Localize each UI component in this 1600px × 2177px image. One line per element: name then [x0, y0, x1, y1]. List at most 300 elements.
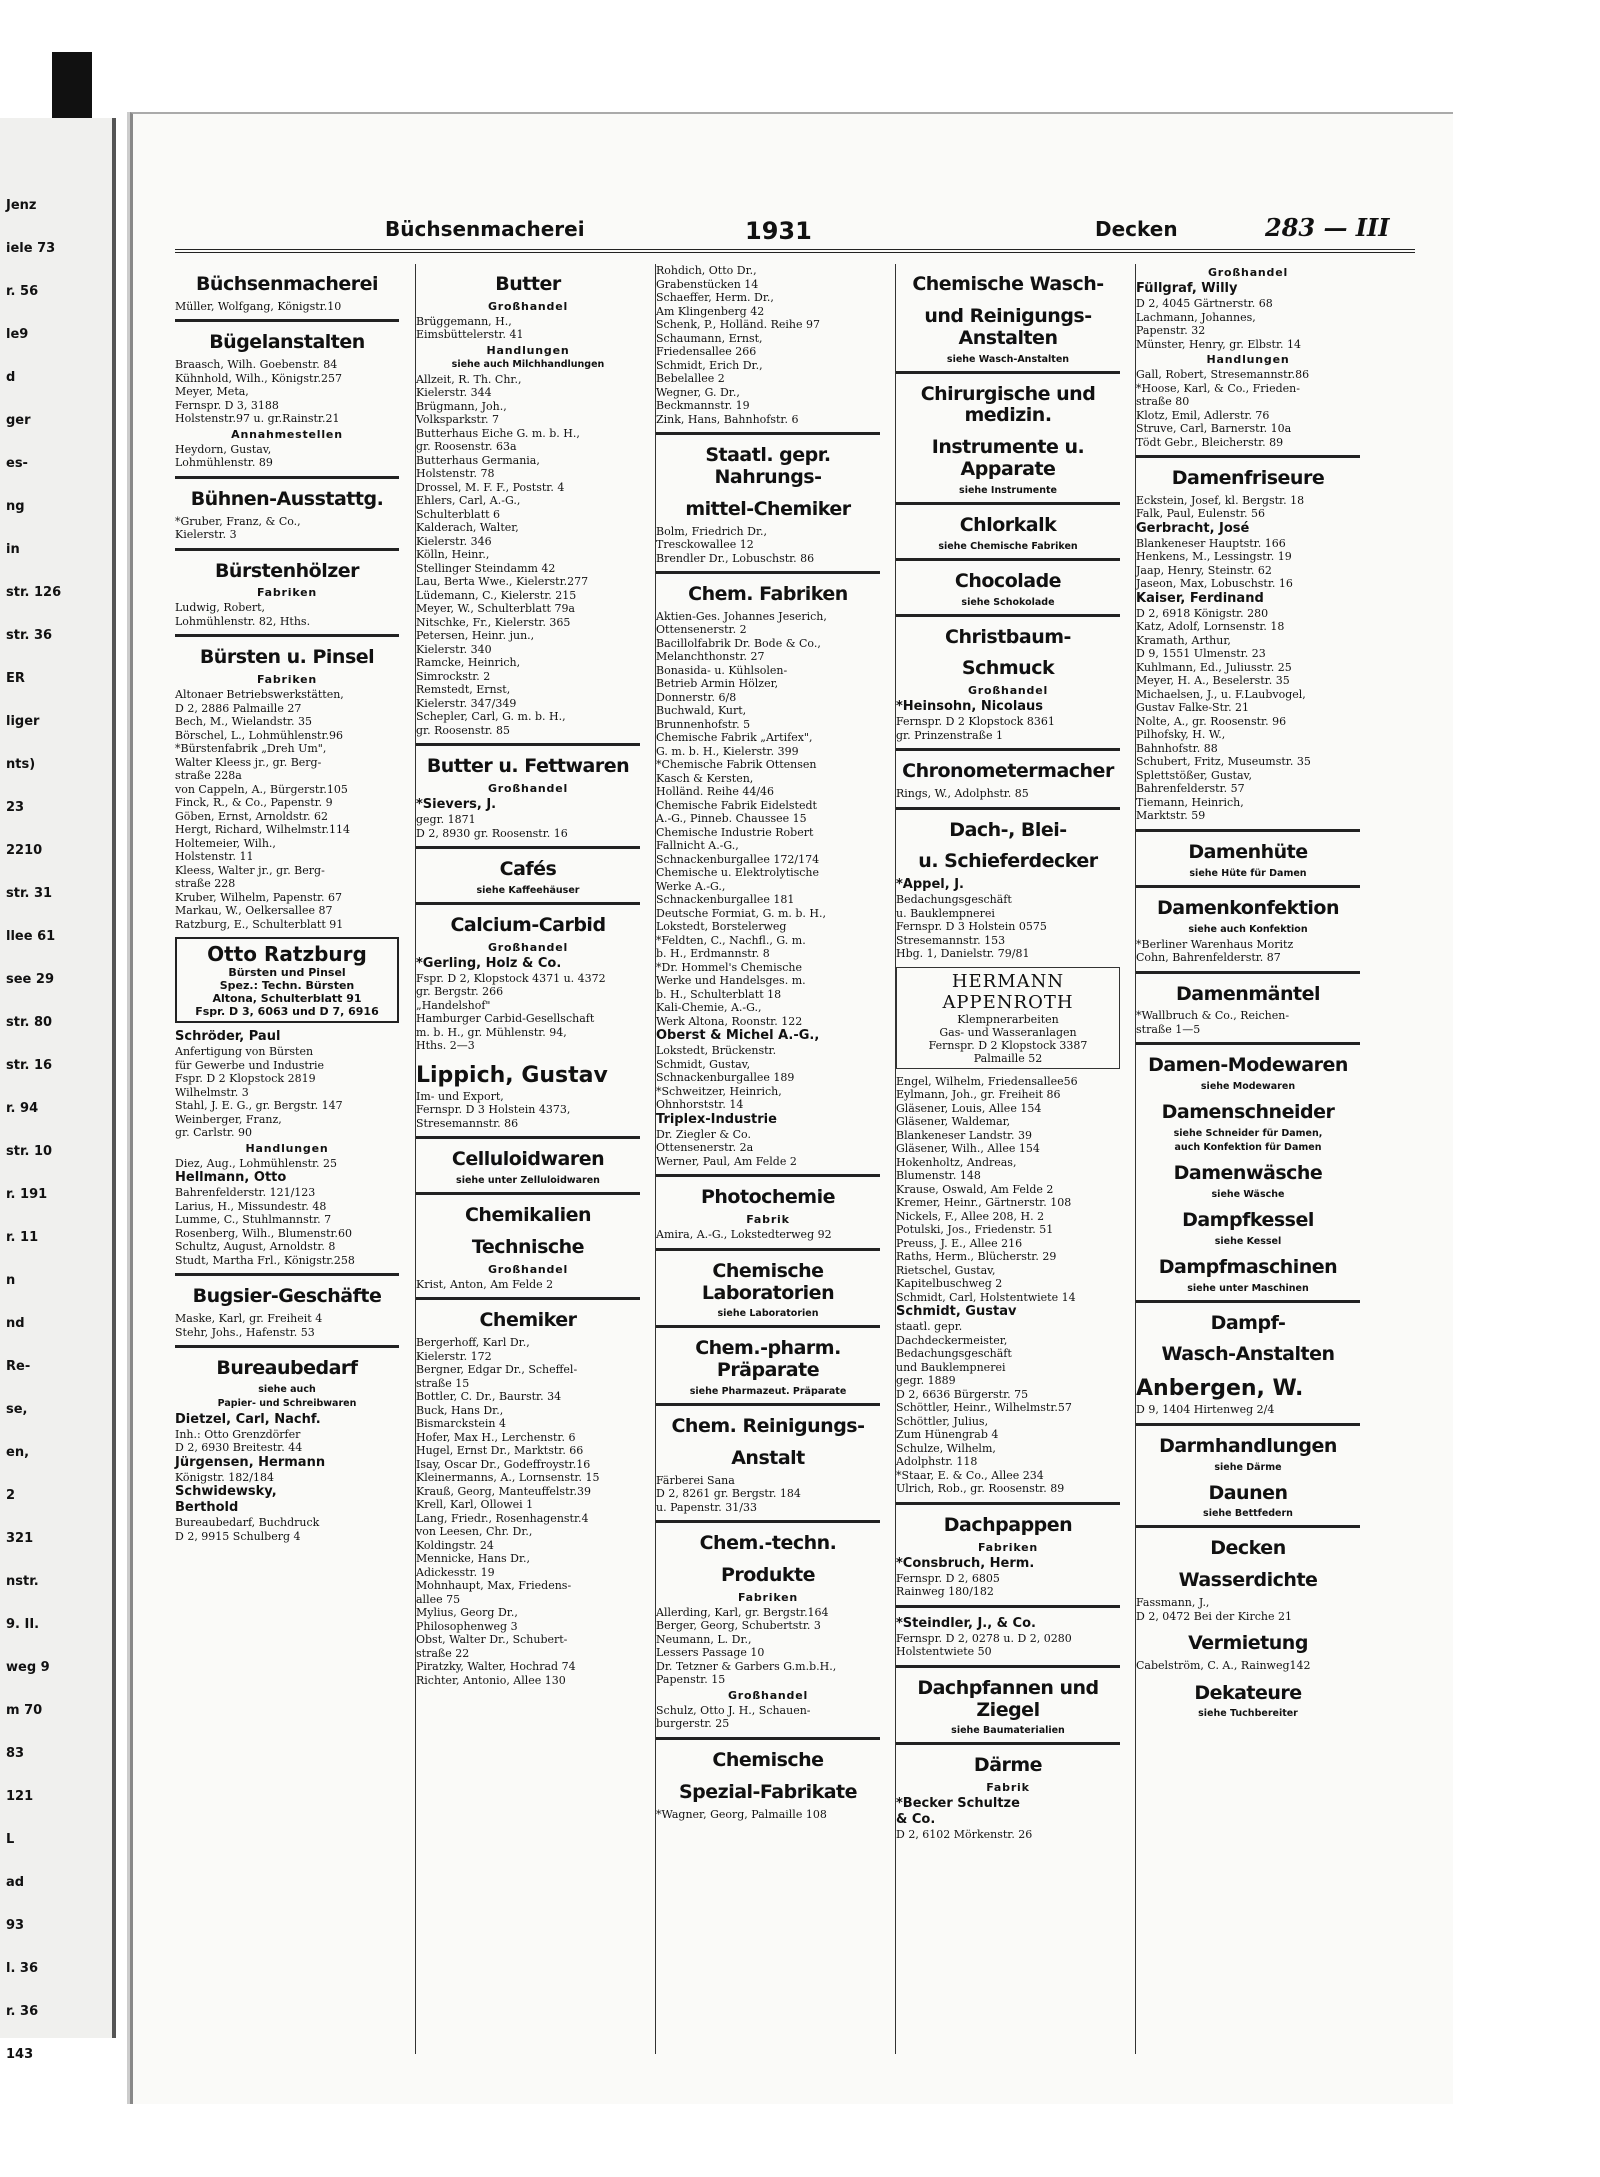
- category-heading: Damenhüte: [1188, 840, 1308, 863]
- listing-entry: *Chemische Fabrik Ottensen: [656, 758, 817, 772]
- subcategory-label: Großhandel: [1207, 266, 1289, 279]
- section-divider: [896, 1605, 1120, 1608]
- section-divider: [896, 1502, 1120, 1505]
- listing-entry: Gläsener, Louis, Allee 154: [896, 1101, 1042, 1115]
- listing-entry: Werk Altona, Roonstr. 122: [656, 1014, 803, 1028]
- section-divider: [1136, 1423, 1360, 1426]
- listing-entry: Lessers Passage 10: [656, 1646, 765, 1660]
- category-heading: mittel-Chemiker: [685, 497, 851, 520]
- listing-entry: Ulrich, Rob., gr. Roosenstr. 89: [896, 1482, 1065, 1496]
- listing-name-bold: *Gerling, Holz & Co.: [416, 955, 562, 971]
- listing-entry: straße 22: [416, 1646, 470, 1660]
- section-divider: [1136, 829, 1360, 832]
- category-heading: Darmhandlungen: [1159, 1434, 1337, 1457]
- section-divider: [175, 548, 399, 551]
- listing-entry: D 2, 0472 Bei der Kirche 21: [1136, 1609, 1292, 1623]
- listing-entry: Hbg. 1, Danielstr. 79/81: [896, 947, 1030, 961]
- left-page-text: 143: [6, 2047, 34, 2062]
- listing-entry: Gläsener, Wilh., Allee 154: [896, 1142, 1040, 1156]
- listing-entry: Rings, W., Adolphstr. 85: [896, 787, 1029, 801]
- category-heading: Chronometermacher: [902, 760, 1114, 783]
- listing-entry: Stresemannstr. 153: [896, 933, 1006, 947]
- listing-entry: Holländ. Reihe 44/46: [656, 785, 775, 799]
- cross-reference-note: siehe Modewaren: [1200, 1081, 1296, 1093]
- left-page-text: liger: [6, 714, 40, 729]
- listing-entry: Gläsener, Waldemar,: [896, 1115, 1011, 1129]
- listing-entry: Piratzky, Walter, Hochrad 74: [416, 1660, 576, 1674]
- listing-entry: Holstentwiete 50: [896, 1645, 992, 1659]
- listing-name-bold: Oberst & Michel A.-G.,: [656, 1028, 820, 1044]
- subcategory-label: Fabriken: [977, 1540, 1039, 1554]
- listing-entry: u. Bauklempnerei: [896, 906, 995, 920]
- listing-entry: gegr. 1889: [896, 1374, 956, 1388]
- listing-name-bold: *Becker Schultze: [896, 1796, 1020, 1812]
- cross-reference-note: siehe Bettfedern: [1203, 1508, 1293, 1520]
- category-heading: Chemikalien: [464, 1204, 592, 1227]
- listing-entry: Rohdich, Otto Dr.,: [656, 264, 757, 277]
- category-heading: Dekateure: [1194, 1681, 1302, 1704]
- listing-entry: Krause, Oswald, Am Felde 2: [896, 1182, 1054, 1196]
- listing-entry: Dr. Ziegler & Co.: [656, 1127, 751, 1141]
- listing-entry: D 2, 6930 Breitestr. 44: [175, 1441, 303, 1455]
- section-divider: [656, 432, 880, 435]
- listing-entry: gr. Bergstr. 266: [416, 985, 504, 999]
- listing-entry: Papenstr. 32: [1136, 324, 1206, 337]
- listing-entry: Splettstößer, Gustav,: [1136, 768, 1252, 782]
- subcategory-label: Handlungen: [1206, 353, 1290, 366]
- listing-entry: Diez, Aug., Lohmühlenstr. 25: [175, 1156, 338, 1170]
- listing-entry: A.-G., Pinneb. Chaussee 15: [656, 812, 807, 826]
- listing-entry: u. Papenstr. 31/33: [656, 1500, 757, 1514]
- listing-entry: Jaap, Henry, Steinstr. 62: [1136, 563, 1272, 577]
- listing-entry: Schepler, Carl, G. m. b. H.,: [416, 710, 566, 724]
- listing-entry: Eimsbüttelerstr. 41: [416, 328, 524, 342]
- category-heading: Chocolade: [954, 569, 1062, 592]
- section-divider: [1136, 885, 1360, 888]
- listing-entry: Werke A.-G.,: [656, 879, 726, 893]
- section-divider: [656, 1174, 880, 1177]
- listing-entry: Hofer, Max H., Lerchenstr. 6: [416, 1430, 576, 1444]
- listing-entry: Amira, A.-G., Lokstedterweg 92: [656, 1228, 832, 1242]
- listing-name-bold: Berthold: [175, 1500, 239, 1516]
- listing-entry: Ottensenerstr. 2: [656, 623, 747, 637]
- listing-entry: gr. Prinzenstraße 1: [896, 728, 1003, 742]
- category-heading: Anstalt: [731, 1446, 805, 1469]
- listing-entry: Fallnicht A.-G.,: [656, 839, 739, 853]
- subcategory-label: Großhandel: [727, 1688, 809, 1702]
- cross-reference-note: siehe Tuchbereiter: [1198, 1708, 1298, 1720]
- section-divider: [896, 614, 1120, 617]
- listing-entry: Bedachungsgeschäft: [896, 893, 1012, 907]
- listing-entry: burgerstr. 25: [656, 1717, 730, 1731]
- listing-entry: Fernspr. D 3 Holstein 0575: [896, 920, 1047, 934]
- listing-entry: Kielerstr. 340: [416, 642, 492, 656]
- listing-entry: Fernspr. D 2, 6805: [896, 1571, 1000, 1585]
- left-page-text: weg 9: [6, 1660, 50, 1675]
- listing-entry: Schmidt, Gustav,: [656, 1057, 751, 1071]
- column-3: [655, 264, 880, 2054]
- listing-name-bold: Triplex-Industrie: [656, 1111, 777, 1127]
- listing-entry: Börschel, L., Lohmühlenstr.96: [175, 728, 344, 742]
- listing-entry: Fspr. D 2 Klopstock 2819: [175, 1072, 316, 1086]
- listing-entry: Meyer, W., Schulterblatt 79a: [416, 602, 575, 616]
- left-page-fragment: [0, 118, 116, 2062]
- listing-entry: Volksparkstr. 7: [416, 413, 500, 427]
- column-1: [175, 264, 399, 2054]
- cross-reference-note: siehe auch Konfektion: [1188, 923, 1308, 935]
- listing-entry: straße 1—5: [1136, 1022, 1201, 1036]
- listing-entry: Butterhaus Germania,: [416, 453, 540, 467]
- listing-entry: Buchwald, Kurt,: [656, 704, 747, 718]
- listing-entry: Holstenstr.97 u. gr.Rainstr.21: [175, 412, 340, 426]
- section-divider: [656, 1248, 880, 1251]
- category-heading: Damenschneider: [1161, 1101, 1335, 1124]
- listing-entry: Maske, Karl, gr. Freiheit 4: [175, 1312, 323, 1326]
- category-heading: Bürsten u. Pinsel: [199, 646, 375, 669]
- listing-entry: Altonaer Betriebswerkstätten,: [175, 688, 344, 702]
- section-divider: [175, 1273, 399, 1276]
- listing-entry: Schenk, P., Holländ. Reihe 97: [656, 318, 821, 331]
- listing-entry: Schnackenburgallee 189: [656, 1071, 795, 1085]
- left-page-text: es-: [6, 456, 28, 471]
- left-page-text: 321: [6, 1531, 34, 1546]
- listing-entry: Papenstr. 15: [656, 1673, 726, 1687]
- listing-entry: Michaelsen, J., u. F.Laubvogel,: [1136, 687, 1306, 701]
- category-heading: Calcium-Carbid: [450, 914, 606, 937]
- listing-entry: Pilhofsky, H. W.,: [1136, 728, 1226, 742]
- left-page-text: r. 56: [6, 284, 39, 299]
- category-heading: Damenfriseure: [1171, 467, 1325, 489]
- category-heading: Vermietung: [1188, 1632, 1308, 1655]
- subcategory-label: Fabriken: [256, 673, 318, 687]
- category-heading: u. Schieferdecker: [918, 850, 1098, 873]
- listing-name-bold: Schmidt, Gustav: [896, 1304, 1017, 1320]
- listing-entry: Bureaubedarf, Buchdruck: [175, 1516, 320, 1530]
- listing-entry: D 2, 8930 gr. Roosenstr. 16: [416, 826, 568, 840]
- listing-entry: Göben, Ernst, Arnoldstr. 62: [175, 809, 329, 823]
- listing-entry: Schmidt, Carl, Holstentwiete 14: [896, 1290, 1076, 1304]
- listing-entry: Lachmann, Johannes,: [1136, 310, 1256, 324]
- listing-entry: gr. Roosenstr. 63a: [416, 440, 517, 454]
- listing-entry: Bismarckstein 4: [416, 1417, 506, 1431]
- category-heading: Büchsenmacherei: [195, 273, 379, 295]
- listing-entry: *Hoose, Karl, & Co., Frieden-: [1136, 381, 1300, 395]
- cross-reference-note: siehe Därme: [1214, 1461, 1282, 1473]
- header-section-start: Büchsenmacherei: [385, 217, 585, 241]
- listing-name-bold: *Steindler, J., & Co.: [896, 1615, 1036, 1631]
- listing-entry: Philosophenweg 3: [416, 1619, 518, 1633]
- left-page-text: l. 36: [6, 1961, 39, 1976]
- listing-entry: Kielerstr. 347/349: [416, 696, 517, 710]
- listing-entry: Larius, H., Missundestr. 48: [175, 1199, 327, 1213]
- listing-entry: Falk, Paul, Eulenstr. 56: [1136, 507, 1266, 521]
- listing-entry: Chemische u. Elektrolytische: [656, 866, 820, 880]
- subcategory-label: Fabriken: [256, 586, 318, 600]
- listing-entry: Bottler, C. Dr., Baurstr. 34: [416, 1390, 562, 1404]
- category-heading: Damenkonfektion: [1157, 896, 1339, 919]
- category-heading: Chem.-pharm. Präparate: [695, 1337, 841, 1382]
- listing-entry: Bolm, Friedrich Dr.,: [656, 524, 767, 538]
- listing-entry: Beckmannstr. 19: [656, 399, 750, 412]
- left-page-text: 23: [6, 800, 25, 815]
- listing-entry: D 2, 4045 Gärtnerstr. 68: [1136, 297, 1273, 310]
- listing-entry: D 2, 2886 Palmaille 27: [175, 701, 302, 715]
- listing-entry: Bonasida- u. Kühlsolen-: [656, 663, 788, 677]
- category-heading: Butter: [495, 273, 561, 295]
- left-page-text: r. 191: [6, 1187, 48, 1202]
- cross-reference-note: siehe Baumaterialien: [951, 1725, 1065, 1737]
- cross-reference-note: siehe Laboratorien: [717, 1308, 819, 1320]
- listing-entry: gegr. 1871: [416, 813, 476, 827]
- category-heading: und Reinigungs-Anstalten: [924, 304, 1092, 349]
- listing-entry: Schöttler, Julius,: [896, 1414, 989, 1428]
- listing-entry: Müller, Wolfgang, Königstr.10: [175, 299, 342, 313]
- listing-entry: Rietschel, Gustav,: [896, 1263, 996, 1277]
- listing-entry: Berger, Georg, Schubertstr. 3: [656, 1619, 821, 1633]
- listing-entry: Lau, Berta Wwe., Kielerstr.277: [416, 575, 589, 589]
- listing-name-bold: Hellmann, Otto: [175, 1170, 287, 1186]
- left-page-text: ger: [6, 413, 31, 428]
- cross-reference-note: siehe Wasch-Anstalten: [946, 353, 1070, 365]
- left-page-text: str. 36: [6, 628, 53, 643]
- listing-entry: D 9, 1404 Hirtenweg 2/4: [1136, 1403, 1275, 1417]
- listing-entry: Lokstedt, Borstelerweg: [656, 920, 787, 934]
- listing-entry: Wegner, G. Dr.,: [656, 385, 740, 399]
- listing-entry: Buck, Hans Dr.,: [416, 1403, 504, 1417]
- section-divider: [1136, 971, 1360, 974]
- category-heading: Staatl. gepr. Nahrungs-: [705, 444, 831, 488]
- cross-reference-note: siehe auch: [258, 1383, 316, 1395]
- listing-entry: Kapitelbuschweg 2: [896, 1277, 1003, 1291]
- listing-entry: D 9, 1551 Ulmenstr. 23: [1136, 647, 1266, 661]
- column-5: [1135, 264, 1360, 2054]
- listing-entry: Krist, Anton, Am Felde 2: [416, 1277, 554, 1291]
- listing-entry: Schubert, Fritz, Museumstr. 35: [1136, 755, 1311, 769]
- listing-entry: Hamburger Carbid-Gesellschaft: [416, 1012, 595, 1026]
- listing-entry: Kasch & Kersten,: [656, 771, 754, 785]
- listing-entry: Bahrenfelderstr. 57: [1136, 782, 1245, 796]
- left-page-text: nd: [6, 1316, 25, 1331]
- cross-reference-note: siehe Instrumente: [959, 484, 1057, 496]
- listing-entry: Bahrenfelderstr. 121/123: [175, 1186, 316, 1200]
- ad-line: Bürsten und Pinsel: [228, 966, 346, 980]
- left-page-text: 2210: [6, 843, 43, 858]
- section-divider: [896, 1742, 1120, 1745]
- category-heading: Dampfkessel: [1182, 1208, 1314, 1231]
- category-heading: Bühnen-Ausstattg.: [190, 487, 384, 510]
- ad-title: HERMANN: [951, 970, 1065, 992]
- listing-entry: Obst, Walter Dr., Schubert-: [416, 1633, 568, 1647]
- listing-entry: Hergt, Richard, Wilhelmstr.114: [175, 823, 351, 837]
- listing-entry: Bebelallee 2: [656, 372, 725, 385]
- section-divider: [656, 1403, 880, 1406]
- listing-entry: Dr. Tetzner & Garbers G.m.b.H.,: [656, 1659, 837, 1673]
- listing-entry: Gustav Falke-Str. 21: [1136, 701, 1250, 715]
- listing-entry: Ramcke, Heinrich,: [416, 656, 521, 670]
- subcategory-label: Großhandel: [487, 299, 569, 313]
- cross-reference-note: Papier- und Schreibwaren: [217, 1397, 357, 1409]
- listing-entry: Ludwig, Robert,: [175, 601, 266, 615]
- header-section-end: Decken: [1095, 217, 1178, 241]
- left-page-text: ng: [6, 499, 25, 514]
- listing-entry: Schaumann, Ernst,: [656, 331, 763, 345]
- listing-entry: Lang, Friedr., Rosenhagenstr.4: [416, 1511, 589, 1525]
- cross-reference-note: auch Konfektion für Damen: [1174, 1142, 1322, 1154]
- listing-entry: Neumann, L. Dr.,: [656, 1632, 752, 1646]
- listing-entry: Schöttler, Heinr., Wilhelmstr.57: [896, 1401, 1072, 1415]
- listing-entry: Isay, Oscar Dr., Godeffroystr.16: [416, 1457, 591, 1471]
- listing-entry: Fassmann, J.,: [1136, 1596, 1210, 1610]
- listing-name-bold: *Appel, J.: [896, 877, 964, 893]
- listing-entry: Ottensenerstr. 2a: [656, 1141, 754, 1155]
- listing-entry: Holtemeier, Wilh.,: [175, 836, 276, 850]
- listing-entry: Kuhlmann, Ed., Juliusstr. 25: [1136, 660, 1292, 674]
- listing-entry: Brüggemann, H.,: [416, 314, 512, 328]
- subcategory-label: Großhandel: [487, 940, 569, 954]
- left-page-text: str. 80: [6, 1015, 53, 1030]
- left-page-text: nts): [6, 757, 36, 772]
- listing-entry: Henkens, M., Lessingstr. 19: [1136, 550, 1292, 564]
- listing-entry: straße 228: [175, 877, 236, 891]
- listing-entry: Chemische Fabrik Eidelstedt: [656, 798, 817, 812]
- left-page-text: r. 11: [6, 1230, 39, 1245]
- listing-entry: Tödt Gebr., Bleicherstr. 89: [1136, 435, 1284, 449]
- section-divider: [416, 1192, 640, 1195]
- category-heading: Cafés: [499, 858, 557, 881]
- category-heading: Damenmäntel: [1176, 982, 1320, 1005]
- left-page-text: 2: [6, 1488, 16, 1503]
- category-heading: Bureaubedarf: [216, 1357, 358, 1380]
- listing-entry: *Berliner Warenhaus Moritz: [1136, 937, 1294, 951]
- listing-entry: D 2, 6918 Königstr. 280: [1136, 606, 1269, 620]
- listing-entry: Lohmühlenstr. 82, Hths.: [175, 614, 311, 628]
- section-divider: [175, 1345, 399, 1348]
- listing-entry: Schmidt, Erich Dr.,: [656, 358, 763, 372]
- listing-entry: Kielerstr. 172: [416, 1349, 492, 1363]
- advertisement-box: [175, 937, 399, 1023]
- listing-entry: Inh.: Otto Grenzdörfer: [175, 1427, 301, 1441]
- section-divider: [416, 846, 640, 849]
- subcategory-label: Großhandel: [487, 782, 569, 796]
- left-page-text: in: [6, 542, 20, 557]
- listing-entry: *Wagner, Georg, Palmaille 108: [656, 1807, 827, 1821]
- ad-line: Palmaille 52: [973, 1051, 1043, 1065]
- section-divider: [896, 558, 1120, 561]
- header-year: 1931: [745, 217, 812, 245]
- listing-entry: Königstr. 182/184: [175, 1470, 274, 1484]
- ad-line: Fernspr. D 2 Klopstock 3387: [928, 1038, 1088, 1052]
- listing-entry: Am Klingenberg 42: [656, 304, 765, 318]
- category-heading: Decken: [1210, 1537, 1286, 1560]
- listing-entry: Klotz, Emil, Adlerstr. 76: [1136, 408, 1270, 422]
- listing-entry: Holstenstr. 78: [416, 467, 495, 481]
- listing-entry: Werke und Handelsges. m.: [656, 974, 806, 988]
- category-heading: Instrumente u. Apparate: [931, 436, 1085, 481]
- listing-entry: Schulze, Wilhelm,: [896, 1441, 996, 1455]
- listing-entry: straße 15: [416, 1376, 470, 1390]
- listing-entry: *Dr. Hommel's Chemische: [656, 960, 802, 974]
- category-heading: Dachpappen: [943, 1513, 1073, 1536]
- cross-reference-note: siehe unter Zelluloidwaren: [456, 1175, 600, 1187]
- listing-entry: Kramath, Arthur,: [1136, 633, 1231, 647]
- listing-name-bold: Dietzel, Carl, Nachf.: [175, 1411, 321, 1427]
- listing-entry: Markau, W., Oelkersallee 87: [175, 904, 333, 918]
- listing-entry: Stehr, Johs., Hafenstr. 53: [175, 1325, 315, 1339]
- listing-entry: Fernspr. D 3 Holstein 4373,: [416, 1103, 571, 1117]
- column-4: [895, 264, 1120, 2054]
- directory-page: [130, 112, 1453, 2104]
- category-heading: Christbaum-: [945, 625, 1071, 648]
- listing-entry: Fernspr. D 3, 3188: [175, 398, 279, 412]
- listing-entry: Meyer, Meta,: [175, 385, 249, 399]
- subcategory-label: Fabrik: [986, 1781, 1030, 1795]
- listing-entry: Katz, Adolf, Lornsenstr. 18: [1136, 620, 1285, 634]
- listing-entry: Wilhelmstr. 3: [175, 1085, 249, 1099]
- left-page-text: L: [6, 1832, 15, 1847]
- cross-reference-note: siehe Wäsche: [1211, 1188, 1285, 1200]
- category-heading: Chemische Laboratorien: [701, 1259, 835, 1304]
- listing-entry: Hokenholtz, Andreas,: [896, 1155, 1017, 1169]
- listing-entry: staatl. gepr.: [896, 1320, 963, 1334]
- section-divider: [1136, 455, 1360, 458]
- listing-entry: Cabelström, C. A., Rainweg142: [1136, 1659, 1311, 1672]
- listing-entry: Gall, Robert, Stresemannstr.86: [1136, 368, 1310, 381]
- listing-entry: von Cappeln, A., Bürgerstr.105: [175, 782, 348, 796]
- listing-entry: Deutsche Formiat, G. m. b. H.,: [656, 906, 826, 920]
- listing-entry: Anfertigung von Bürsten: [175, 1045, 314, 1059]
- left-page-text: en,: [6, 1445, 30, 1460]
- listing-entry: Bergerhoff, Karl Dr.,: [416, 1336, 530, 1350]
- column-2: [415, 264, 640, 2054]
- cross-reference-note: siehe Kessel: [1214, 1235, 1282, 1247]
- listing-entry: Münster, Henry, gr. Elbstr. 14: [1136, 337, 1302, 351]
- listing-entry: D 2, 9915 Schulberg 4: [175, 1529, 301, 1543]
- ad-line: Klempnerarbeiten: [957, 1012, 1059, 1026]
- listing-entry: Brunnenhofstr. 5: [656, 717, 751, 731]
- listing-entry: Blankeneser Hauptstr. 166: [1136, 536, 1286, 550]
- subcategory-label: Großhandel: [967, 684, 1049, 698]
- left-page-text: r. 94: [6, 1101, 39, 1116]
- listing-entry: Bergner, Edgar Dr., Scheffel-: [416, 1363, 578, 1377]
- section-divider: [1136, 1300, 1360, 1303]
- category-heading: Bügelanstalten: [209, 331, 365, 354]
- listing-entry: Aktien-Ges. Johannes Jeserich,: [656, 609, 827, 623]
- section-divider: [656, 1325, 880, 1328]
- category-heading: Spezial-Fabrikate: [678, 1780, 858, 1803]
- listing-entry: Chemische Industrie Robert: [656, 825, 814, 839]
- section-divider: [1136, 1042, 1360, 1045]
- subcategory-label: Fabriken: [737, 1590, 799, 1604]
- listing-entry: Friedensallee 266: [656, 345, 757, 358]
- listing-entry: Kielerstr. 344: [416, 386, 492, 400]
- advertisement-box: [896, 967, 1120, 1069]
- category-heading: Wasch-Anstalten: [1161, 1343, 1335, 1366]
- ad-line: Spez.: Techn. Bürsten: [219, 979, 355, 993]
- listing-entry: b. H., Erdmannstr. 8: [656, 947, 770, 961]
- left-page-text: nstr.: [6, 1574, 39, 1589]
- listing-entry: Melanchthonstr. 27: [656, 650, 765, 664]
- section-divider: [416, 1297, 640, 1300]
- listing-entry: von Leesen, Chr. Dr.,: [416, 1525, 533, 1539]
- listing-entry: Bedachungsgeschäft: [896, 1347, 1012, 1361]
- listing-entry: D 2, 8261 gr. Bergstr. 184: [656, 1487, 801, 1501]
- category-heading: Daunen: [1208, 1481, 1288, 1504]
- left-page-text: Re-: [6, 1359, 31, 1374]
- listing-entry: Brendler Dr., Lobuschstr. 86: [656, 551, 815, 565]
- listing-name-display: Lippich, Gustav: [416, 1062, 608, 1088]
- category-heading: Dach-, Blei-: [949, 818, 1067, 841]
- listing-entry: Schulz, Otto J. H., Schauen-: [656, 1703, 811, 1717]
